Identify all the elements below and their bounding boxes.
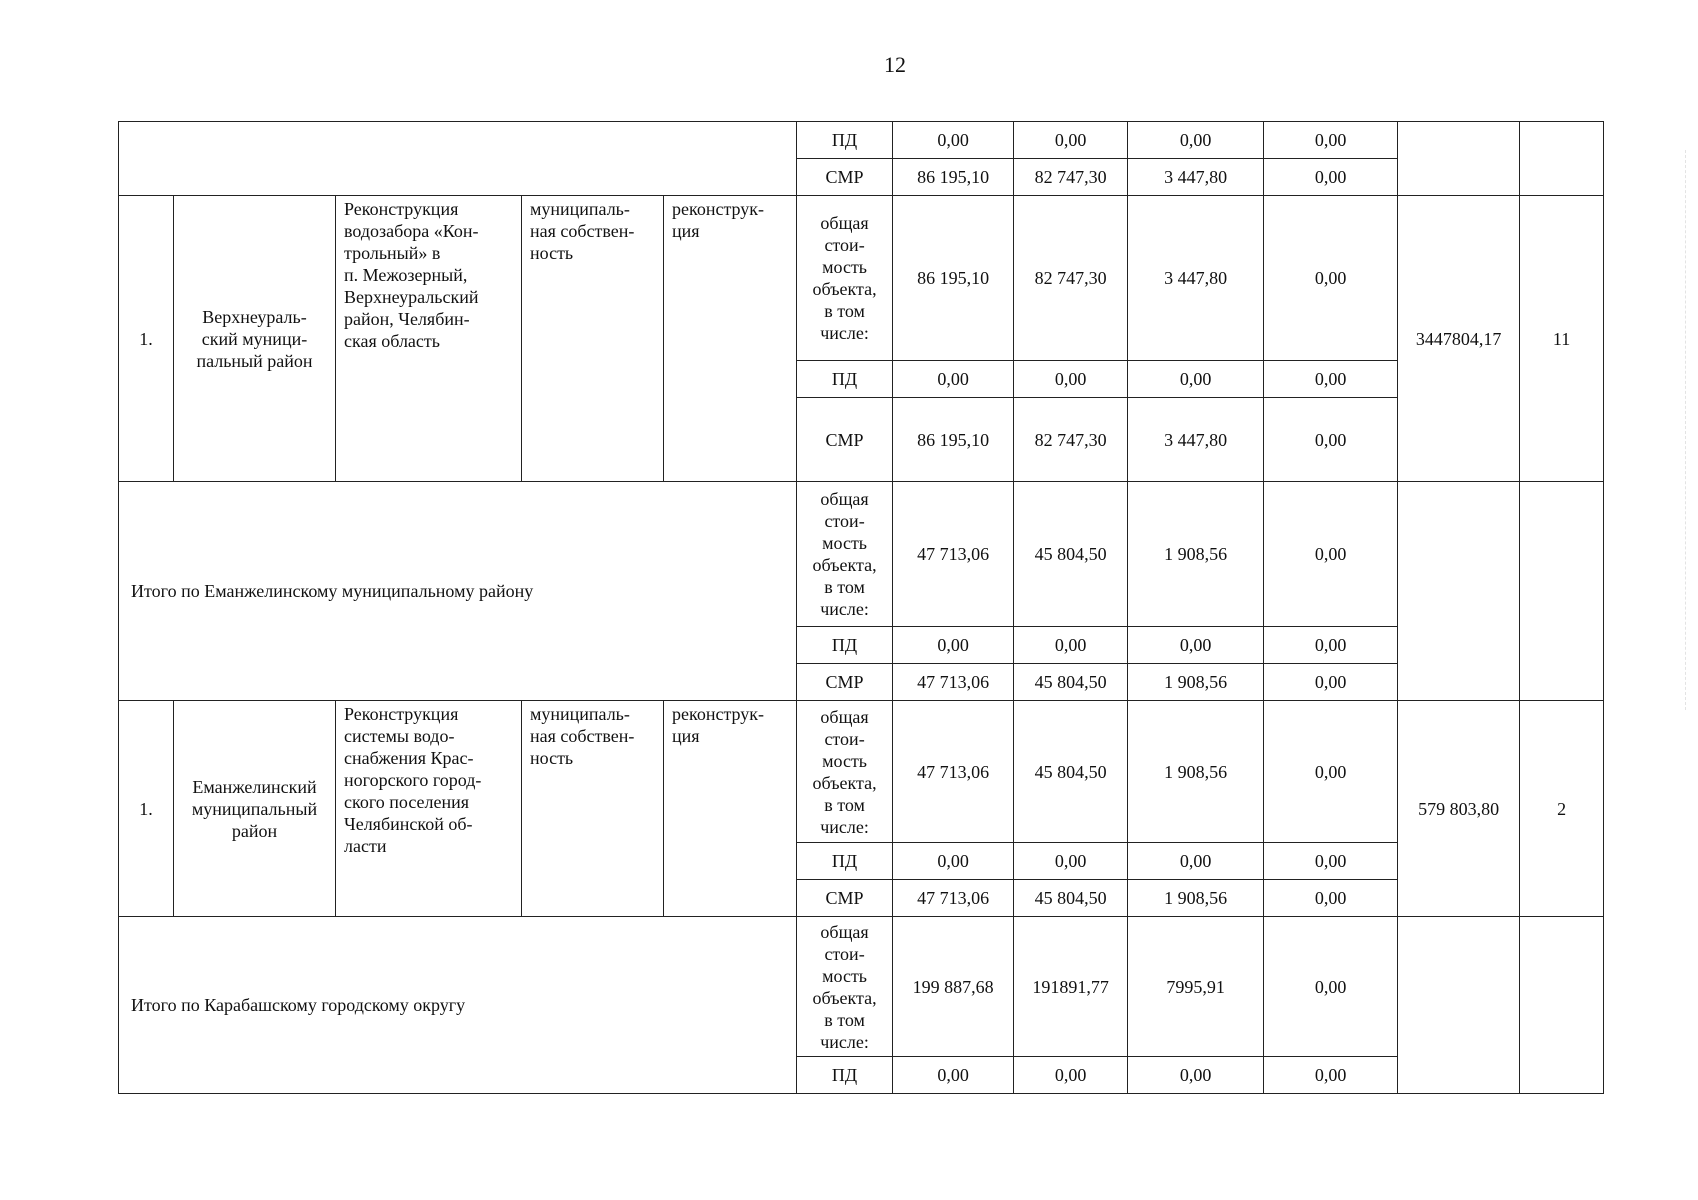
value-cell: 0,00 xyxy=(1264,917,1398,1057)
total-cost-label: общая стои- мость объекта, в том числе: xyxy=(797,701,893,843)
value-cell: 0,00 xyxy=(1264,627,1398,664)
value-cell: 7995,91 xyxy=(1128,917,1264,1057)
smr-label: СМР xyxy=(797,398,893,482)
empty-cell xyxy=(1398,122,1520,196)
value-cell: 0,00 xyxy=(1014,627,1128,664)
value-cell: 45 804,50 xyxy=(1014,482,1128,627)
empty-cell xyxy=(1520,917,1604,1094)
value-cell: 0,00 xyxy=(1264,843,1398,880)
value-cell: 0,00 xyxy=(893,627,1014,664)
value-cell: 0,00 xyxy=(1264,1057,1398,1094)
financing-table xyxy=(118,121,1604,1094)
table-row xyxy=(119,917,1604,1057)
object-name-cell: Реконструкция системы водо- снабжения Крас- ногорского город- ского поселения Челябинской об- ласти xyxy=(336,701,522,917)
value-cell: 86 195,10 xyxy=(893,159,1014,196)
value-cell: 0,00 xyxy=(1128,122,1264,159)
ownership-cell: муниципаль- ная собствен- ность xyxy=(522,701,664,917)
value-cell: 0,00 xyxy=(1264,361,1398,398)
value-cell: 45 804,50 xyxy=(1014,701,1128,843)
value-cell: 0,00 xyxy=(893,1057,1014,1094)
value-cell: 82 747,30 xyxy=(1014,196,1128,361)
value-cell: 1 908,56 xyxy=(1128,664,1264,701)
pd-label: ПД xyxy=(797,1057,893,1094)
page-number: 12 xyxy=(884,52,906,77)
row-number: 1. xyxy=(119,196,174,482)
work-type-cell: реконструк- ция xyxy=(664,196,797,482)
empty-cell xyxy=(119,122,797,196)
pd-label: ПД xyxy=(797,122,893,159)
value-cell: 0,00 xyxy=(893,361,1014,398)
total-cost-label: общая стои- мость объекта, в том числе: xyxy=(797,196,893,361)
pd-label: ПД xyxy=(797,361,893,398)
subtotal-title: Итого по Карабашскому городскому округу xyxy=(119,917,797,1094)
value-cell: 0,00 xyxy=(1264,880,1398,917)
count-cell: 2 xyxy=(1520,701,1604,917)
empty-cell xyxy=(1398,917,1520,1094)
value-cell: 45 804,50 xyxy=(1014,880,1128,917)
value-cell: 82 747,30 xyxy=(1014,398,1128,482)
total-cost-label: общая стои- мость объекта, в том числе: xyxy=(797,917,893,1057)
value-cell: 1 908,56 xyxy=(1128,880,1264,917)
table-row xyxy=(119,482,1604,627)
pd-label: ПД xyxy=(797,627,893,664)
municipality-cell: Верхнеураль- ский муници- пальный район xyxy=(174,196,336,482)
value-cell: 0,00 xyxy=(1014,843,1128,880)
value-cell: 86 195,10 xyxy=(893,398,1014,482)
row-number: 1. xyxy=(119,701,174,917)
value-cell: 0,00 xyxy=(1128,361,1264,398)
municipality-cell: Еманжелинский муниципальный район xyxy=(174,701,336,917)
value-cell: 0,00 xyxy=(1264,482,1398,627)
value-cell: 0,00 xyxy=(1014,122,1128,159)
value-cell: 3 447,80 xyxy=(1128,159,1264,196)
empty-cell xyxy=(1398,482,1520,701)
value-cell: 0,00 xyxy=(1264,398,1398,482)
capacity-cell: 3447804,17 xyxy=(1398,196,1520,482)
value-cell: 47 713,06 xyxy=(893,701,1014,843)
total-cost-label: общая стои- мость объекта, в том числе: xyxy=(797,482,893,627)
value-cell: 0,00 xyxy=(1128,1057,1264,1094)
value-cell: 0,00 xyxy=(1264,196,1398,361)
value-cell: 47 713,06 xyxy=(893,880,1014,917)
value-cell: 0,00 xyxy=(1264,122,1398,159)
smr-label: СМР xyxy=(797,880,893,917)
value-cell: 1 908,56 xyxy=(1128,482,1264,627)
empty-cell xyxy=(1520,482,1604,701)
value-cell: 0,00 xyxy=(1264,664,1398,701)
smr-label: СМР xyxy=(797,664,893,701)
value-cell: 0,00 xyxy=(1014,1057,1128,1094)
ownership-cell: муниципаль- ная собствен- ность xyxy=(522,196,664,482)
object-name-cell: Реконструкция водозабора «Кон- трольный» в п. Межозерный, Верхнеуральский район, Челябин- ская область xyxy=(336,196,522,482)
value-cell: 0,00 xyxy=(1014,361,1128,398)
table-row xyxy=(119,196,1604,361)
value-cell: 191891,77 xyxy=(1014,917,1128,1057)
value-cell: 3 447,80 xyxy=(1128,196,1264,361)
smr-label: СМР xyxy=(797,159,893,196)
empty-cell xyxy=(1520,122,1604,196)
value-cell: 86 195,10 xyxy=(893,196,1014,361)
count-cell: 11 xyxy=(1520,196,1604,482)
value-cell: 1 908,56 xyxy=(1128,701,1264,843)
value-cell: 47 713,06 xyxy=(893,482,1014,627)
value-cell: 47 713,06 xyxy=(893,664,1014,701)
value-cell: 0,00 xyxy=(1128,843,1264,880)
capacity-cell: 579 803,80 xyxy=(1398,701,1520,917)
value-cell: 0,00 xyxy=(1264,701,1398,843)
scan-edge xyxy=(1685,150,1698,710)
value-cell: 0,00 xyxy=(1264,159,1398,196)
value-cell: 0,00 xyxy=(893,122,1014,159)
work-type-cell: реконструк- ция xyxy=(664,701,797,917)
value-cell: 199 887,68 xyxy=(893,917,1014,1057)
table-row xyxy=(119,701,1604,843)
subtotal-title: Итого по Еманжелинскому муниципальному району xyxy=(119,482,797,701)
value-cell: 0,00 xyxy=(1128,627,1264,664)
value-cell: 3 447,80 xyxy=(1128,398,1264,482)
value-cell: 45 804,50 xyxy=(1014,664,1128,701)
value-cell: 82 747,30 xyxy=(1014,159,1128,196)
pd-label: ПД xyxy=(797,843,893,880)
table-row xyxy=(119,122,1604,159)
value-cell: 0,00 xyxy=(893,843,1014,880)
